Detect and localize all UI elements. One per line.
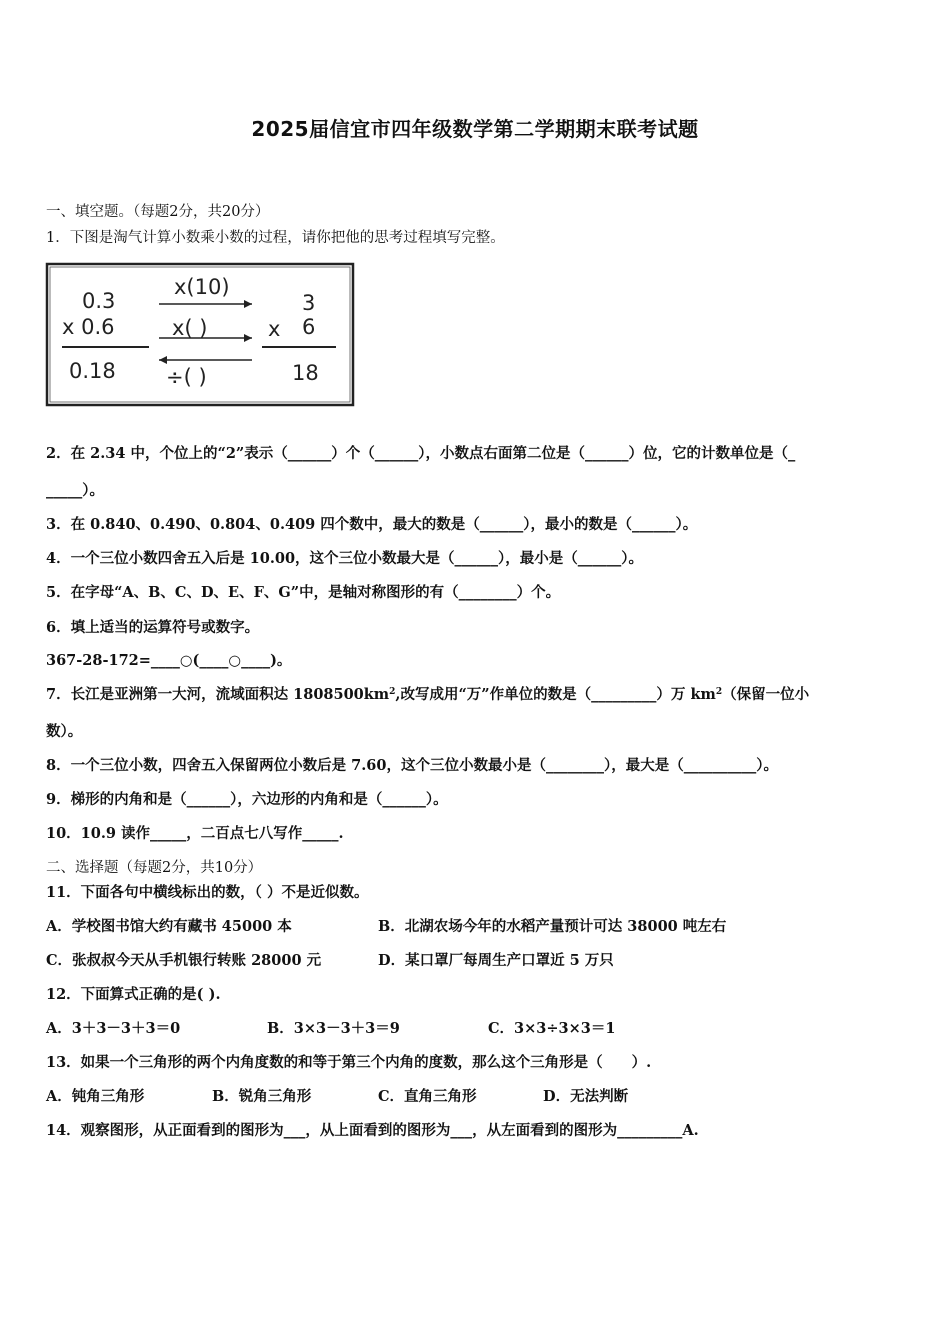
question-4: 4．一个三位小数四舍五入后是 10.00，这个三位小数最大是（______），最小是（______）。 (46, 550, 644, 567)
question-2: 2．在 2.34 中，个位上的“2”表示（______）个（______），小数点右面第二位是（______）位，它的计数单位是（_ (46, 445, 796, 462)
question-2-cont: _____）。 (46, 482, 104, 499)
q11-option-b: B．北湖农场今年的水稻产量预计可达 38000 吨左右 (378, 918, 727, 935)
question-9: 9．梯形的内角和是（______），六边形的内角和是（______）。 (46, 791, 448, 808)
question-12: 12．下面算式正确的是( ). (46, 986, 221, 1003)
arrow-top-label: x(10) (174, 275, 230, 299)
arrow-mid-label: x( ) (172, 316, 208, 340)
left-mid-number: x 0.6 (62, 315, 115, 339)
right-bottom-number: 18 (292, 361, 319, 385)
question-13: 13．如果一个三角形的两个内角度数的和等于第三个内角的度数，那么这个三角形是（ ）. (46, 1054, 652, 1071)
arrow-top-head-icon (244, 300, 252, 308)
right-times-sign: x (268, 317, 281, 341)
question-7-part2: ,改写成用“万”作单位的数是（_________）万 km (395, 686, 716, 703)
question-14: 14．观察图形，从正面看到的图形为___，从上面看到的图形为___，从左面看到的图形为_________A. (46, 1122, 699, 1139)
q13-option-a: A．钝角三角形 (46, 1088, 145, 1105)
q12-option-a: A．3＋3－3＋3＝0 (46, 1020, 181, 1037)
left-bottom-number: 0.18 (69, 359, 116, 383)
question-6: 6．填上适当的运算符号或数字。 (46, 619, 260, 636)
q11-option-c: C．张叔叔今天从手机银行转账 28000 元 (46, 952, 322, 969)
q11-option-a: A．学校图书馆大约有藏书 45000 本 (46, 918, 292, 935)
q11-option-d: D．某口罩厂每周生产口罩近 5 万只 (378, 952, 614, 969)
multiplication-figure (44, 260, 358, 410)
question-3: 3．在 0.840、0.490、0.804、0.409 四个数中，最大的数是（______），最小的数是（______）。 (46, 516, 698, 533)
section1-heading: 一、填空题。（每题2分，共20分） (46, 204, 270, 220)
question-8: 8．一个三位小数，四舍五入保留两位小数后是 7.60，这个三位小数最小是（________），最大是（__________）。 (46, 757, 778, 774)
page-title: 2025届信宜市四年级数学第二学期期末联考试题 (251, 117, 699, 141)
question-7 (46, 685, 809, 705)
q13-option-c: C．直角三角形 (378, 1088, 477, 1105)
arrow-mid-head-icon (244, 334, 252, 342)
question-7-part1: 7．长江是亚洲第一大河，流域面积达 1808500km (46, 686, 390, 703)
question-1: 1．下图是淘气计算小数乘小数的过程，请你把他的思考过程填写完整。 (46, 230, 505, 246)
question-7-cont: 数）。 (46, 723, 83, 740)
right-mid-number: 6 (302, 315, 316, 339)
question-7-part3: （保留一位小 (722, 686, 810, 703)
question-7-sup2: 2 (715, 687, 723, 697)
arrow-bottom-head-icon (159, 356, 167, 364)
question-7-sup1: 2 (389, 687, 396, 697)
right-top-number: 3 (302, 291, 316, 315)
question-11: 11．下面各句中横线标出的数，（ ）不是近似数。 (46, 884, 369, 901)
question-6-expression: 367-28-172=____○(____○____)。 (46, 652, 292, 669)
q12-option-c: C．3×3÷3×3＝1 (488, 1020, 616, 1037)
q13-option-b: B．锐角三角形 (212, 1088, 312, 1105)
question-10: 10．10.9 读作_____，二百点七八写作_____. (46, 825, 344, 842)
q13-option-d: D．无法判断 (543, 1088, 629, 1105)
arrow-bottom-label: ÷( ) (166, 365, 207, 389)
question-5: 5．在字母“A、B、C、D、E、F、G”中，是轴对称图形的有（________）个。 (46, 584, 561, 601)
left-top-number: 0.3 (82, 289, 116, 313)
q12-option-b: B．3×3－3＋3＝9 (267, 1020, 400, 1037)
section2-heading: 二、选择题（每题2分，共10分） (46, 860, 263, 876)
